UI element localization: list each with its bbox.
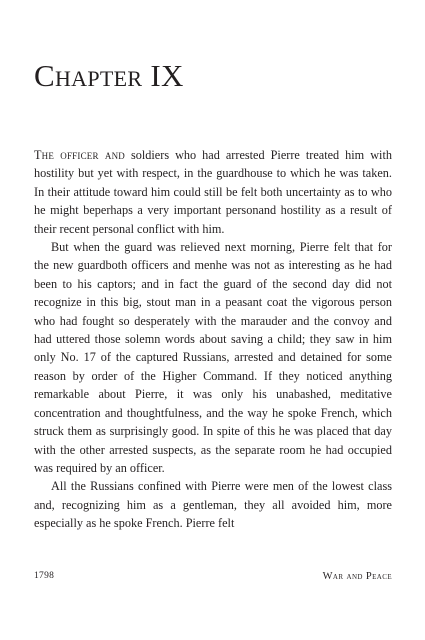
paragraph-2: But when the guard was relieved next morning, Pierre felt that for the new guardboth officers and menhe was not as interesting as he had been to his captors; and in fact the guard of the second day did not recognize in this big, stout man in a peasant coat the vigorous person who had fought so desperately with the marauder and the convoy and had uttered those solemn words about saving a child; they saw in him only No. 17 of the captured Russians, arrested and detained for some reason by order of the Higher Command. If they noticed anything remarkable about Pierre, it was only his unabashed, meditative concentration and thoughtfulness, and the way he spoke French, which struck them as surprisingly good. In spite of this he was placed that day with the other arrested suspects, as the separate room he had occupied was required by an officer.: [34, 240, 392, 475]
chapter-body: [34, 146, 392, 533]
paragraph-1-text: soldiers who had arrested Pierre treated him with hostility but yet with respect, in the guardhouse to which he was taken. In their attitude toward him could still be felt both uncertainty as to who he might beperhaps a very important personand hostility as a result of their recent personal conflict with him.: [34, 148, 392, 236]
chapter-title: Chapter IX: [34, 58, 184, 93]
page-number: 1798: [34, 571, 55, 581]
paragraph-3: All the Russians confined with Pierre were men of the lowest class and, recognizing him as a gentleman, they all avoided him, more especially as he spoke French. Pierre felt: [34, 479, 392, 531]
page-footer: [34, 571, 392, 587]
paragraph-1: [34, 146, 392, 238]
lead-in-small-caps: The officer and: [34, 148, 125, 162]
running-title: War and Peace: [322, 571, 392, 582]
